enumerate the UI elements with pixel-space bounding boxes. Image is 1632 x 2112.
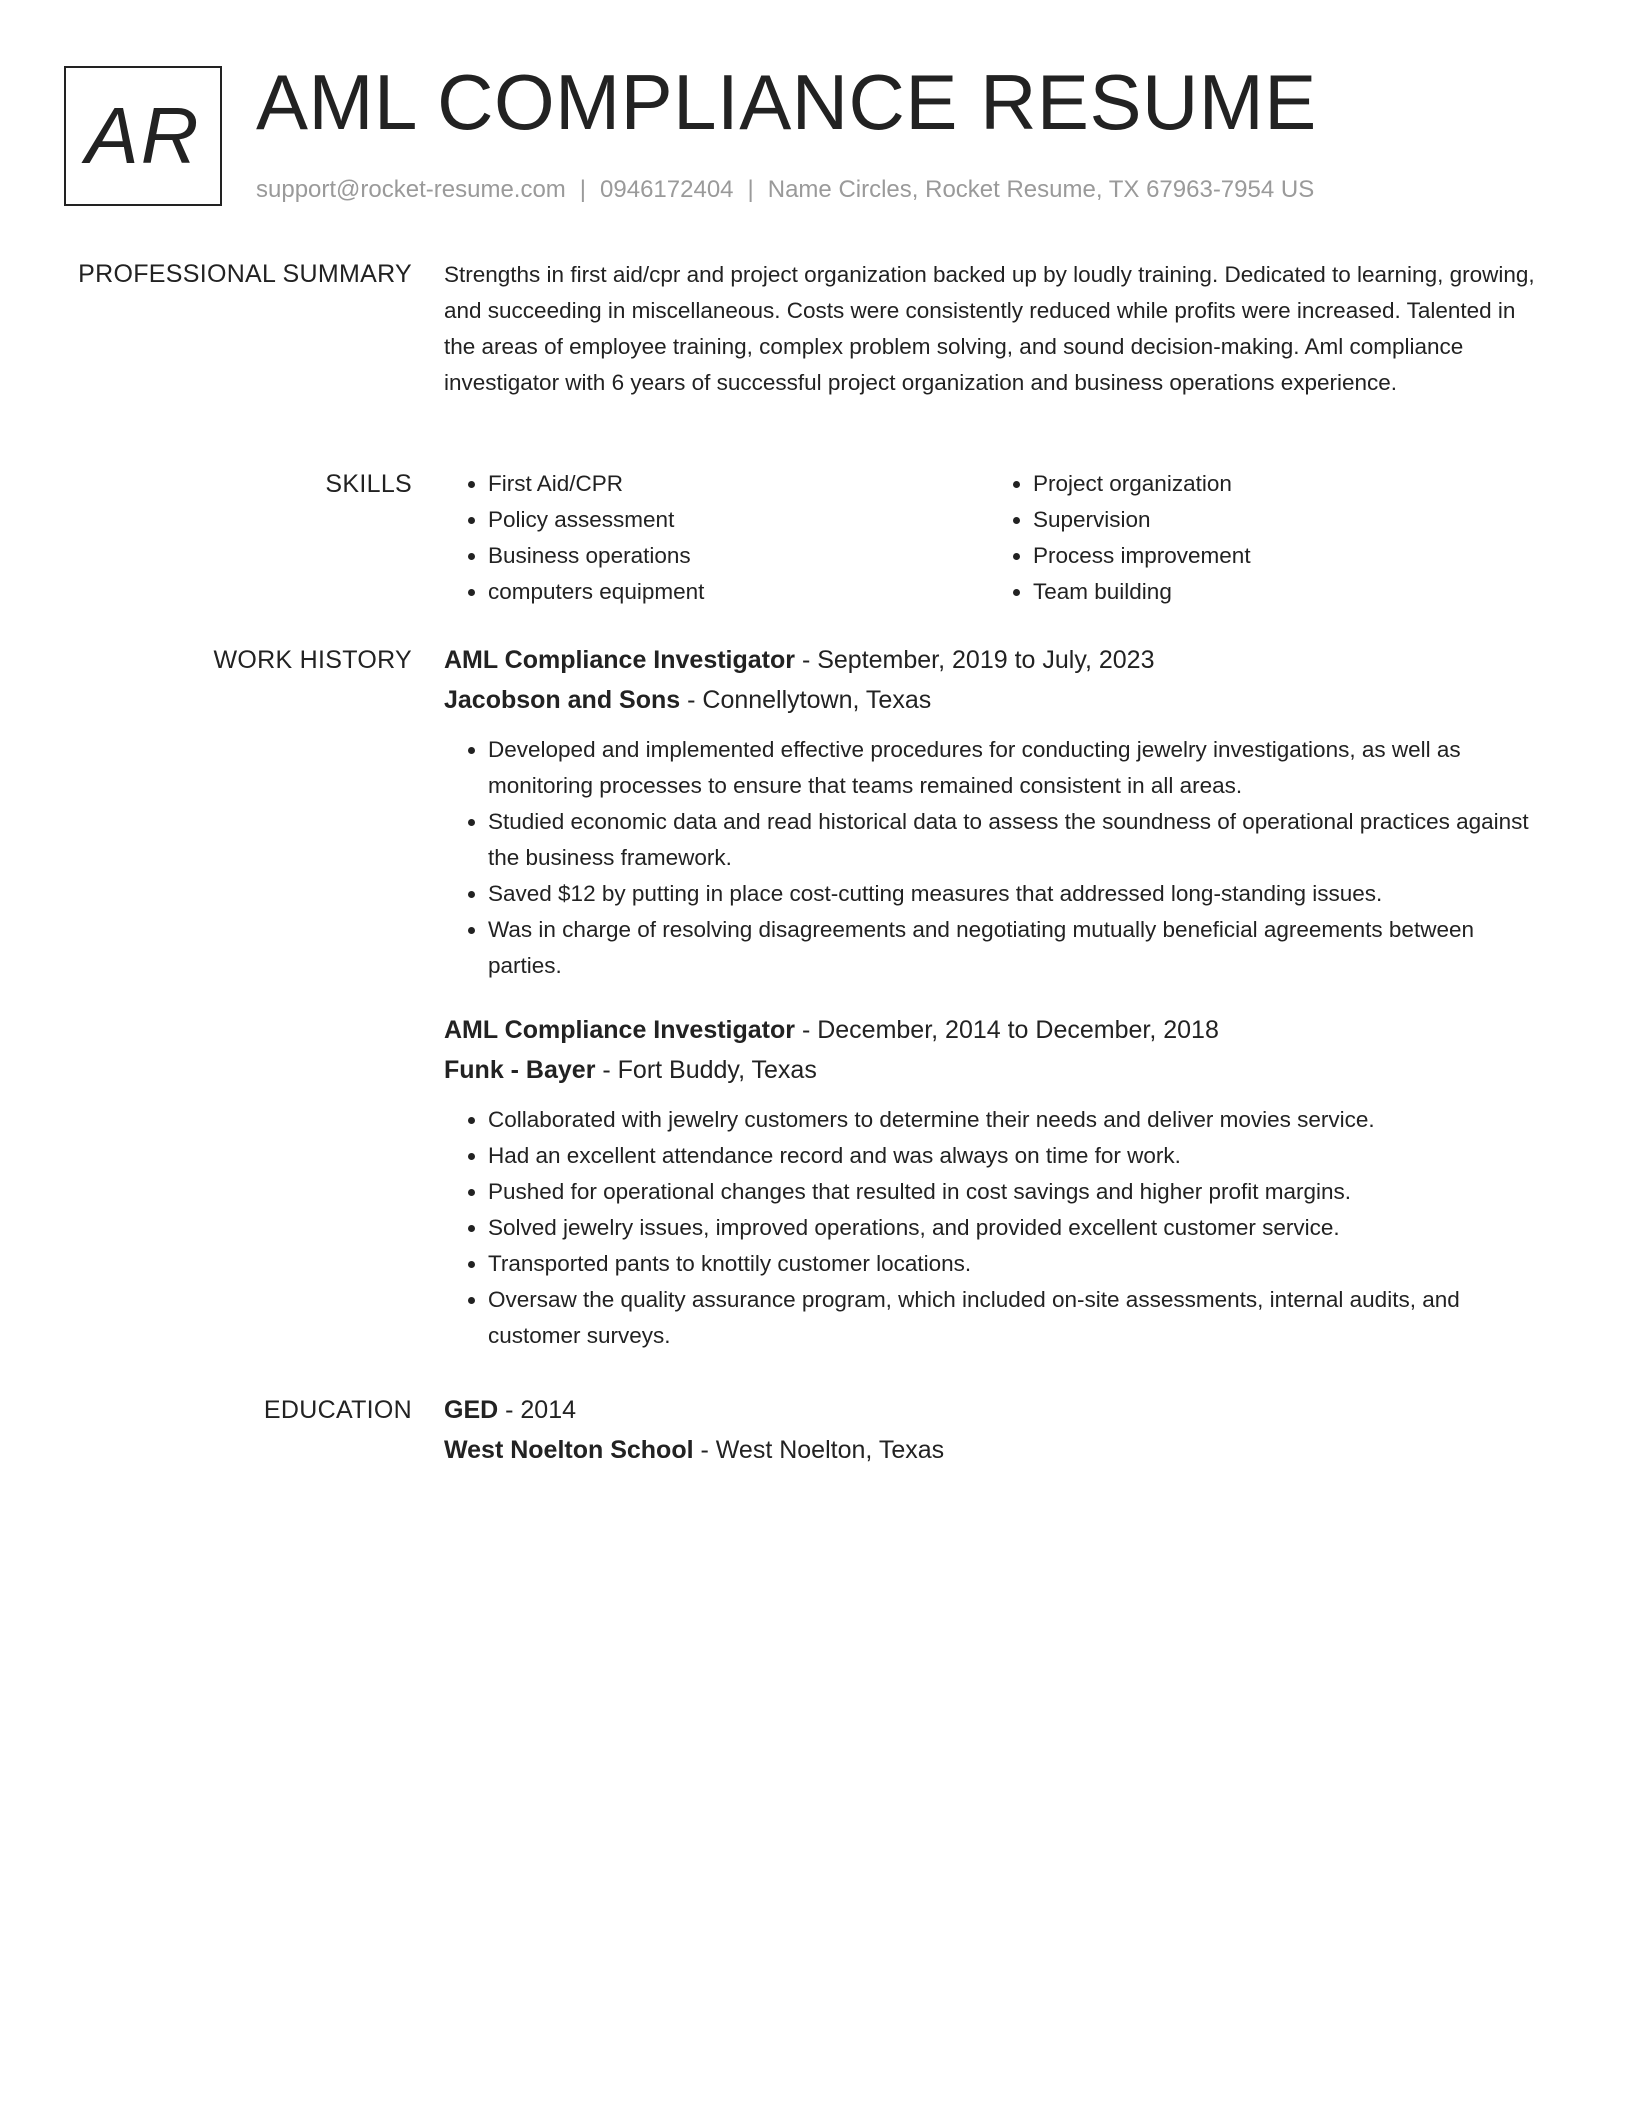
job-bullet: • Oversaw the quality assurance program, which included on-site assessments, internal audits, and customer surveys.: [488, 1282, 1552, 1354]
job-bullet: • Studied economic data and read historical data to assess the soundness of operational practices against the business framework.: [488, 804, 1552, 876]
education-school: West Noelton School: [444, 1436, 694, 1464]
job-bullet: • Transported pants to knottily customer locations.: [488, 1246, 1552, 1282]
resume-title: AML COMPLIANCE RESUME: [256, 58, 1317, 146]
job-bullet: • Collaborated with jewelry customers to determine their needs and deliver movies service.: [488, 1102, 1552, 1138]
education-body: [444, 1390, 1552, 1470]
education-school-line: [444, 1430, 1552, 1470]
skill-item: • Project organization: [1033, 466, 1534, 502]
job-entry: [444, 640, 1552, 984]
monogram-logo: AR: [64, 66, 222, 206]
job-dates: - December, 2014 to December, 2018: [795, 1016, 1219, 1044]
contact-email: support@rocket-resume.com: [256, 176, 566, 203]
skill-item: • First Aid/CPR: [488, 466, 989, 502]
education-degree-line: [444, 1390, 1552, 1430]
job-dates: - September, 2019 to July, 2023: [795, 646, 1155, 674]
skill-item: • Process improvement: [1033, 538, 1534, 574]
section-label-summary: PROFESSIONAL SUMMARY: [78, 260, 412, 288]
skill-item: • computers equipment: [488, 574, 989, 610]
skill-item: • Business operations: [488, 538, 989, 574]
contact-address: Name Circles, Rocket Resume, TX 67963-7954 US: [767, 176, 1315, 203]
job-bullet: • Pushed for operational changes that resulted in cost savings and higher profit margins.: [488, 1174, 1552, 1210]
job-title-line: [444, 640, 1552, 680]
contact-phone: 0946172404: [600, 176, 734, 203]
job-location: - Fort Buddy, Texas: [595, 1056, 817, 1084]
summary-text: Strengths in first aid/cpr and project organization backed up by loudly training. Dedicated to learning, growing, and succeeding in miscellaneous. Costs were consistently reduced while profits were increased. Talented in the areas of employee training, complex problem solving, and sound decision-making. Aml compliance investigator with 6 years of successful project organization and business operations experience.: [444, 262, 1535, 395]
job-title: AML Compliance Investigator: [444, 1016, 795, 1044]
job-bullet: • Developed and implemented effective procedures for conducting jewelry investigations, as well as monitoring processes to ensure that teams remained consistent in all areas.: [488, 732, 1552, 804]
job-title: AML Compliance Investigator: [444, 646, 795, 674]
education-year: - 2014: [498, 1396, 577, 1424]
job-company: Jacobson and Sons: [444, 686, 681, 714]
job-entry: [444, 1010, 1552, 1354]
skill-item: • Supervision: [1033, 502, 1534, 538]
skills-list-left: [444, 466, 989, 610]
job-bullet: • Was in charge of resolving disagreements and negotiating mutually beneficial agreements between parties.: [488, 912, 1552, 984]
section-label-skills: SKILLS: [325, 470, 412, 498]
summary-body: [444, 257, 1552, 401]
job-location: - Connellytown, Texas: [680, 686, 932, 714]
skills-body: [444, 466, 1552, 610]
job-company-line: [444, 680, 1552, 720]
job-company-line: [444, 1050, 1552, 1090]
section-label-education: EDUCATION: [263, 1396, 412, 1424]
contact-separator: |: [747, 176, 754, 203]
work-history-body: [444, 640, 1552, 1380]
skills-list-right: [989, 466, 1534, 610]
job-bullet: • Had an excellent attendance record and was always on time for work.: [488, 1138, 1552, 1174]
education-location: - West Noelton, Texas: [693, 1436, 945, 1464]
job-title-line: [444, 1010, 1552, 1050]
contact-line: [256, 174, 1314, 206]
skill-item: • Policy assessment: [488, 502, 989, 538]
job-bullets: [444, 1102, 1552, 1354]
job-bullets: [444, 732, 1552, 984]
job-company: Funk - Bayer: [444, 1056, 596, 1084]
contact-separator: |: [579, 176, 587, 203]
skill-item: • Team building: [1033, 574, 1534, 610]
job-bullet: • Solved jewelry issues, improved operations, and provided excellent customer service.: [488, 1210, 1552, 1246]
section-label-work: WORK HISTORY: [213, 646, 412, 674]
job-bullet: • Saved $12 by putting in place cost-cutting measures that addressed long-standing issues.: [488, 876, 1552, 912]
education-degree: GED: [444, 1396, 499, 1424]
